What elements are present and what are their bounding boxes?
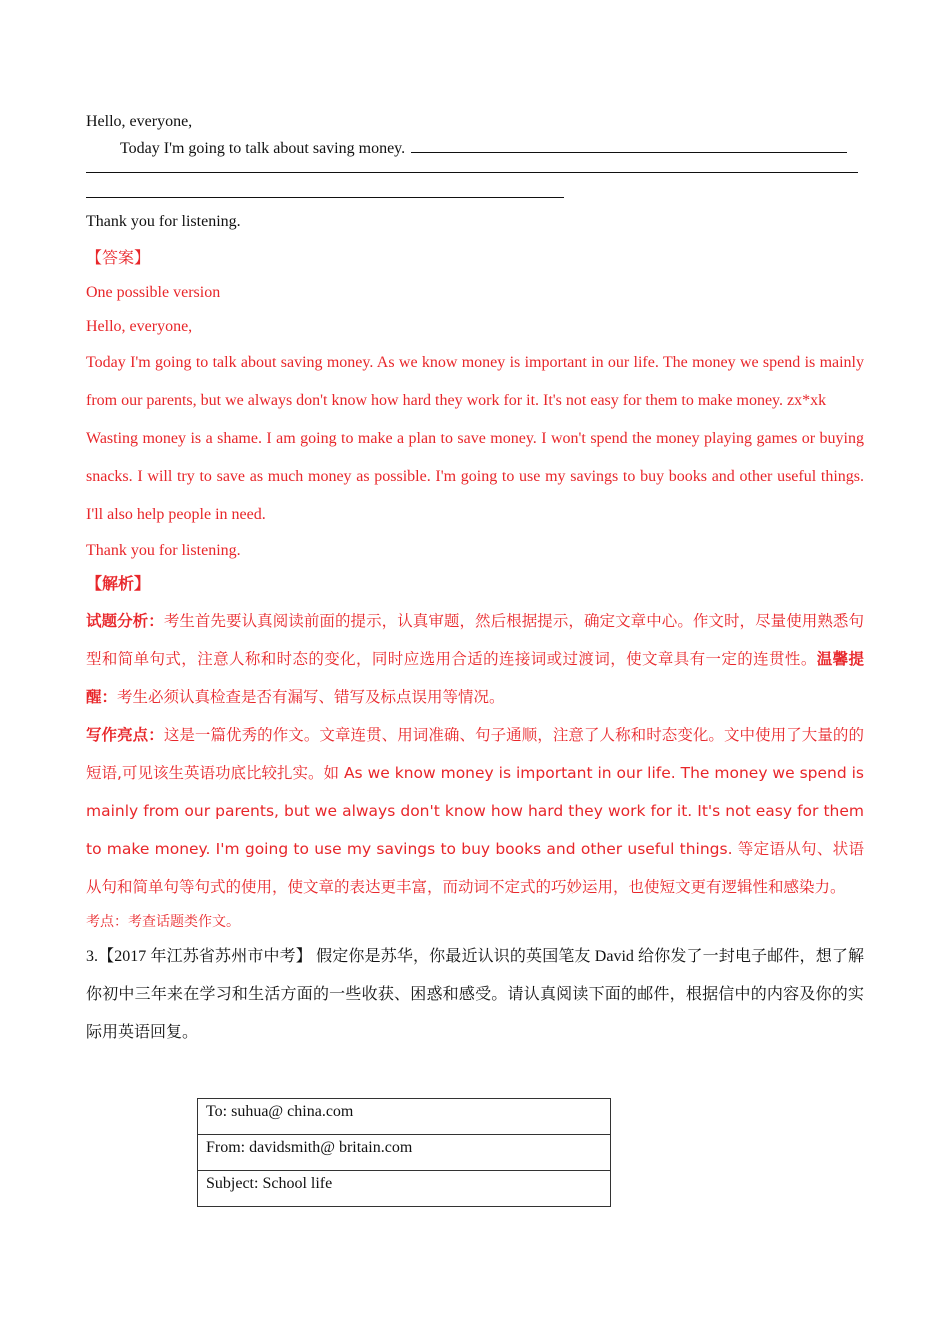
email-header-table bbox=[197, 1098, 611, 1207]
email-subject: Subject: School life bbox=[198, 1171, 611, 1207]
answer-paragraph-1: Today I'm going to talk about saving money. As we know money is important in our life. The money we spend is mainly from our parents, but we always don't know how hard they work for it. It's not easy for them to make money. zx*xk bbox=[86, 354, 864, 409]
prompt-opening: Today I'm going to talk about saving money. bbox=[120, 140, 406, 157]
answer-version: One possible version bbox=[86, 284, 221, 301]
email-from: From: davidsmith@ britain.com bbox=[198, 1135, 611, 1171]
prompt-opening-line bbox=[86, 136, 864, 168]
tip-title: 温馨提醒： bbox=[86, 650, 864, 706]
email-to: To: suhua@ china.com bbox=[198, 1099, 611, 1135]
document-body bbox=[86, 112, 864, 1052]
answer-greeting: Hello, everyone, bbox=[86, 318, 193, 335]
prompt-closing: Thank you for listening. bbox=[86, 213, 241, 230]
prompt-greeting: Hello, everyone, bbox=[86, 113, 193, 130]
analysis-title: 试题分析： bbox=[86, 612, 164, 630]
answer-paragraph-2: Wasting money is a shame. I am going to make a plan to save money. I won't spend the money playing games or buying snacks. I will try to save as much money as possible. I'm going to use my savings to buy books and other useful things. I'll also help people in need. bbox=[86, 430, 864, 523]
tip-text: 考生必须认真检查是否有漏写、错写及标点误用等情况。 bbox=[117, 688, 505, 706]
answer-label: 【答案】 bbox=[86, 250, 151, 267]
question-text: 假定你是苏华，你最近认识的英国笔友 David 给你发了一封电子邮件，想了解你初中三年来在学习和生活方面的一些收获、困惑和感受。请认真阅读下面的邮件，根据信中的内容及你的实际用英语回复。 bbox=[86, 948, 864, 1041]
highlight-paragraph bbox=[86, 716, 864, 906]
kaodian: 考点：考查话题类作文。 bbox=[86, 914, 240, 930]
writing-blank bbox=[411, 136, 847, 153]
analysis-label: 【解析】 bbox=[86, 576, 151, 593]
writing-blank bbox=[86, 179, 564, 198]
question-number: 3. bbox=[86, 948, 98, 965]
analysis-paragraph bbox=[86, 602, 864, 716]
question-3 bbox=[86, 938, 864, 1052]
analysis-text: 考生首先要认真阅读前面的提示，认真审题，然后根据提示，确定文章中心。作文时，尽量使用熟悉句型和简单句式，注意人称和时态的变化，同时应选用合适的连接词或过渡词，使文章具有一定的连贯性。 bbox=[86, 612, 864, 668]
highlight-text: 这是一篇优秀的作文。文章连贯、用词准确、句子通顺，注意了人称和时态变化。文中使用了大量的的短语,可见该生英语功底比较扎实。如 As we know money is important in our life. The money we spend is mainly from our parents, but we always don't know how hard they work for it. It's not easy for them to make money. I'm going to use my savings to buy books and other useful things. 等定语从句、状语从句和简单句等句式的使用，使文章的表达更丰富，而动词不定式的巧妙运用，也使短文更有逻辑性和感染力。 bbox=[86, 726, 864, 896]
highlight-title: 写作亮点： bbox=[86, 726, 164, 744]
answer-closing: Thank you for listening. bbox=[86, 542, 241, 559]
question-source: 【2017 年江苏省苏州市中考】 bbox=[98, 948, 312, 965]
